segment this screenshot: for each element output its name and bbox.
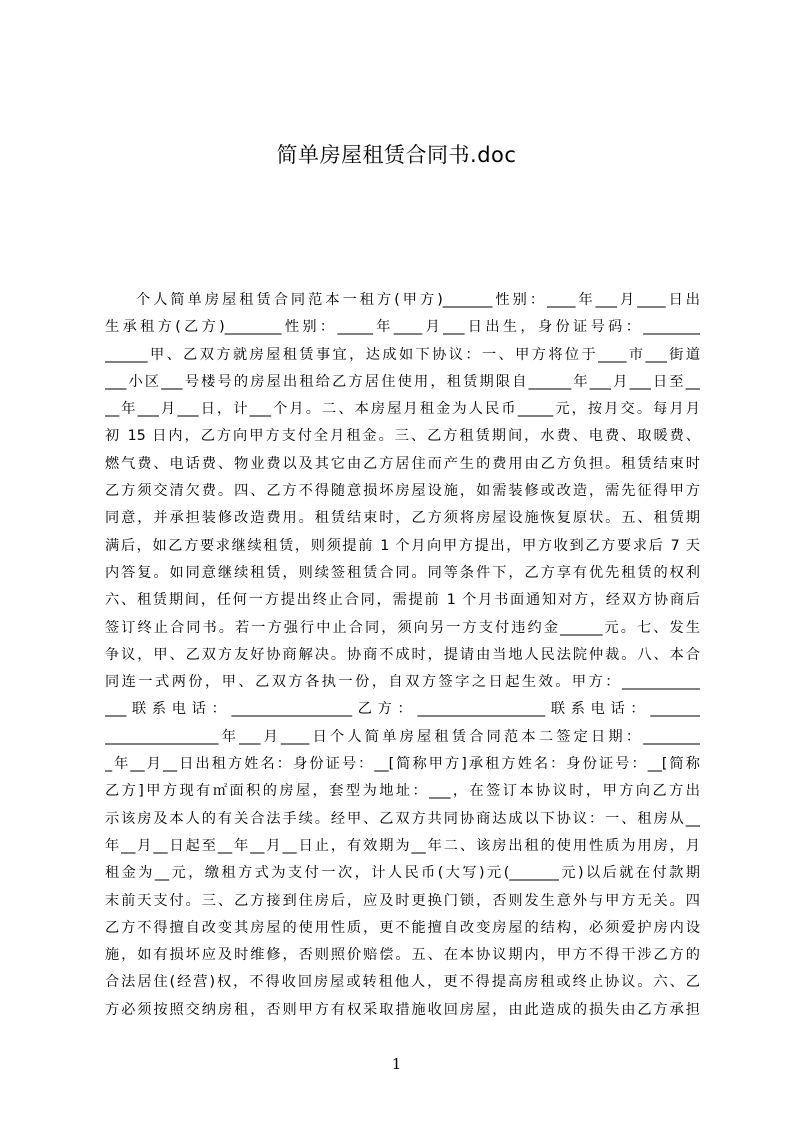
body-line: 燃气费、电话费、物业费以及其它由乙方居住而产生的费用由乙方负担。租赁结束时 [105,455,700,472]
document-title: 简单房屋租赁合同书.doc [276,143,517,167]
body-line: 内答复。如同意继续租赁，则续签租赁合同。同等条件下，乙方享有优先租赁的权利 [105,564,700,581]
body-line: ___小区___号楼号的房屋出租给乙方居住使用，租赁期限自______年___月___日至__ [105,373,700,390]
contract-body [105,287,700,1024]
body-line: __年___月___日，计___个月。二、本房屋月租金为人民币_____元，按月交。每月月 [105,401,700,418]
body-line: ________________年___月____日个人简单房屋租赁合同范本二签定日期：________ [105,728,700,745]
body-line: 六、租赁期间，任何一方提出终止合同，需提前 1 个月书面通知对方，经双方协商后 [105,592,700,609]
body-line: 乙方须交清欠费。四、乙方不得随意损坏房屋设施，如需装修或改造，需先征得甲方 [105,483,700,500]
body-line: 满后，如乙方要求继续租赁，则须提前 1 个月向甲方提出，甲方收到乙方要求后 7 天 [105,537,700,554]
body-line: 租金为__元，缴租方式为支付一次，计人民币(大写)元(_______元)以后就在付款期 [105,865,700,882]
body-line: 施，如有损坏应及时维修，否则照价赔偿。五、在本协议期内，甲方不得干涉乙方的 [105,947,700,964]
body-line: 生承租方(乙方)________性别：_____年____月___日出生，身份证号码：________ [105,319,700,336]
page-number: 1 [391,1055,402,1073]
body-line: 乙方不得擅自改变其房屋的使用性质，更不能擅自改变房屋的结构，必须爱护房内设 [105,919,700,936]
body-line: ______甲、乙双方就房屋租赁事宜，达成如下协议：一、甲方将位于____市___街道 [105,346,700,363]
body-line: 乙方]甲方现有㎡面积的房屋，套型为地址：___，在签订本协议时，甲方向乙方出 [105,783,700,800]
body-line: _年__月__日出租方姓名：身份证号：__[简称甲方]承租方姓名：身份证号：__[简称 [105,756,700,773]
body-line: 签订终止合同书。若一方强行中止合同，须向另一方支付违约金______元。七、发生 [105,619,700,636]
body-line: ___联系电话：_________________乙方：__________________联系电话：_______ [105,701,700,718]
body-line: 初 15 日内，乙方向甲方支付全月租金。三、乙方租赁期间，水费、电费、取暖费、 [105,428,700,445]
body-line: 个人简单房屋租赁合同范本一租方(甲方)_______性别：____年___月____日出 [136,292,700,308]
body-line: 方必须按照交纳房租，否则甲方有权采取措施收回房屋，由此造成的损失由乙方承担 [105,1001,700,1018]
body-line: 合法居住(经营)权，不得收回房屋或转租他人，更不得提高房租或终止协议。六、乙 [105,974,700,991]
body-line: 同意，并承担装修改造费用。租赁结束时，乙方须将房屋设施恢复原状。五、租赁期 [105,510,700,527]
body-line: 末前天支付。三、乙方接到住房后，应及时更换门锁，否则发生意外与甲方无关。四 [105,892,700,909]
body-line: 争议，甲、乙双方友好协商解决。协商不成时，提请由当地人民法院仲裁。八、本合 [105,646,700,663]
body-line: 年__月__日起至__年__月__日止，有效期为__年二、该房出租的使用性质为用房，月 [105,837,700,854]
body-line: 示该房及本人的有关合法手续。经甲、乙双方共同协商达成以下协议：一、租房从__ [105,810,700,827]
body-line: 同连一式两份，甲、乙双方各执一份，自双方签字之日起生效。甲方：___________ [105,674,700,691]
